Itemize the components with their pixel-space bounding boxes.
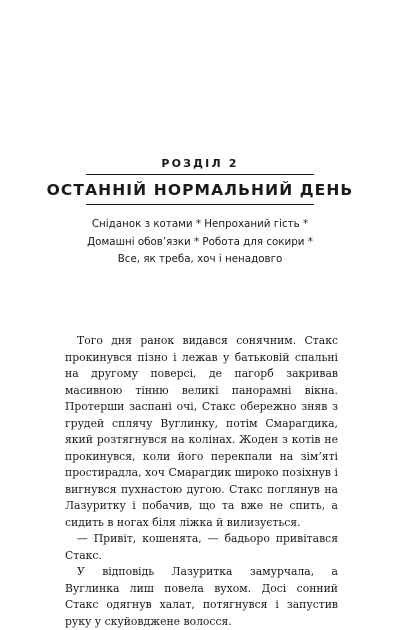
chapter-synopsis: Сніданок з котами * Непроханий гість * Домашні обов’язки * Робота для сокири * Все, як треба, хоч і ненадовго	[87, 218, 313, 265]
body-paragraph: Того дня ранок видався сонячним. Стакс прокинувся пізно і лежав у батьковій спальні на другому поверсі, де пагорб закривав масивною тінню великі панорамні вікна. Протерши заспані очі, Стакс обережно зняв з грудей сплячу Вуглинку, потім Смарагдика, який розтягнувся на колінах. Жоден з котів не прокинувся, коли його перекпали на зім’яті простирадла, хоч Смарагдик широко позіхнув і вигнувся пухнастою дугою. Стакс поглянув на Лазуритку і побачив, що та вже не спить, а сидить в ногах біля ліжка й вилизується.	[65, 334, 338, 529]
body-paragraph: У відповідь Лазуритка замурчала, а Вуглинка лиш повела вухом. Досі сонний Стакс одягнув халат, потягнувся і запустив руку у скуйовджене волосся.	[65, 565, 338, 628]
body-paragraph: — Привіт, кошенята, — бадьоро привітався Стакс.	[65, 532, 338, 562]
chapter-title: ОСТАННІЙ НОРМАЛЬНИЙ ДЕНЬ	[46, 181, 354, 199]
chapter-label: РОЗДІЛ 2	[161, 157, 239, 170]
title-rule-bottom	[86, 204, 314, 205]
chapter-body	[65, 333, 338, 630]
title-rule-top	[86, 174, 314, 175]
